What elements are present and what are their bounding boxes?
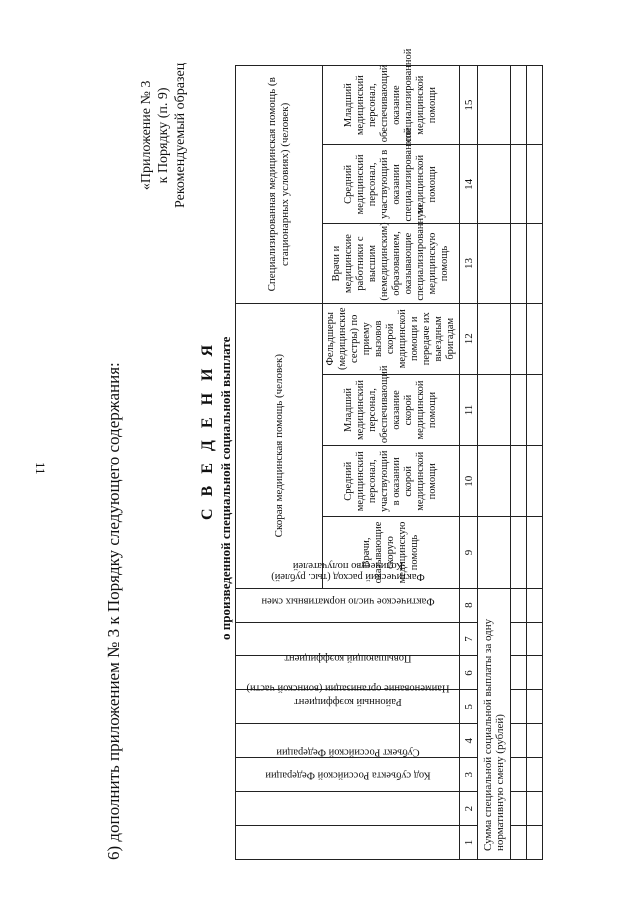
header-regional-coefficient: Районный коэффициент xyxy=(236,724,460,758)
empty-cell xyxy=(527,446,543,517)
sum-cell xyxy=(478,446,511,517)
empty-cell xyxy=(527,224,543,303)
column-number: 8 xyxy=(460,588,478,622)
header-shifts: Фактическое число нормативных смен xyxy=(236,656,460,690)
report-table-wrapper xyxy=(235,48,595,860)
empty-cell xyxy=(511,622,527,656)
report-table xyxy=(235,48,543,860)
empty-cell xyxy=(511,446,527,517)
subheader-specialized-junior-staff: Младший медицинский персонал, обеспечивающий оказание специализированной медицинской помощи xyxy=(323,66,460,145)
column-number: 1 xyxy=(460,826,478,860)
empty-cell xyxy=(527,588,543,622)
sum-row-label: Сумма специальной социальной выплаты за одну нормативную смену (рублей) xyxy=(478,588,511,859)
empty-cell xyxy=(511,303,527,374)
empty-row xyxy=(527,66,543,860)
column-number: 7 xyxy=(460,622,478,656)
header-region-code: Код субъекта Российской Федерации xyxy=(236,826,460,860)
subheader-ambulance-mid-staff: Средний медицинский персонал, участвующий в оказании скорой медицинской помощи xyxy=(323,446,460,517)
header-recipients: Количество получателей xyxy=(236,588,460,622)
header-group-specialized: Специализированная медицинская помощь (в стационарных условиях) (человек) xyxy=(236,66,323,304)
header-increasing-coefficient: Повышающий коэффициент xyxy=(236,690,460,724)
empty-cell xyxy=(527,517,543,588)
empty-cell xyxy=(527,66,543,145)
column-number: 2 xyxy=(460,792,478,826)
subheader-specialized-mid-staff: Средний медицинский персонал, участвующий в оказании специализированной медицинской помощи xyxy=(323,145,460,224)
column-number: 10 xyxy=(460,446,478,517)
sum-cell xyxy=(478,374,511,445)
header-group-ambulance: Скорая медицинская помощь (человек) xyxy=(236,303,323,588)
page-number: 11 xyxy=(33,462,48,475)
appendix-label xyxy=(138,63,189,208)
column-number: 14 xyxy=(460,145,478,224)
column-number: 5 xyxy=(460,690,478,724)
column-number: 12 xyxy=(460,303,478,374)
column-number: 6 xyxy=(460,656,478,690)
empty-cell xyxy=(511,792,527,826)
column-number: 11 xyxy=(460,374,478,445)
appendix-line-1: «Приложение № 3 xyxy=(139,80,154,191)
sum-cell xyxy=(478,303,511,374)
empty-cell xyxy=(527,724,543,758)
empty-cell xyxy=(511,374,527,445)
empty-cell xyxy=(511,656,527,690)
empty-cell xyxy=(527,303,543,374)
subheader-ambulance-doctors: Врачи, оказывающие скорую медицинскую помощь xyxy=(323,517,460,588)
sum-cell xyxy=(478,145,511,224)
appendix-line-2: к Порядку (п. 9) xyxy=(156,87,171,184)
empty-cell xyxy=(527,145,543,224)
column-number: 13 xyxy=(460,224,478,303)
empty-cell xyxy=(527,826,543,860)
header-organization: Наименование организации (воинской части) xyxy=(236,758,460,792)
document-title: С В Е Д Е Н И Я xyxy=(199,340,216,520)
empty-cell xyxy=(527,690,543,724)
sum-cell xyxy=(478,66,511,145)
empty-cell xyxy=(527,374,543,445)
empty-cell xyxy=(511,724,527,758)
empty-row xyxy=(511,66,527,860)
empty-cell xyxy=(511,517,527,588)
empty-cell xyxy=(527,758,543,792)
header-expenses: Фактический расход (тыс. рублей) xyxy=(236,622,460,656)
column-number: 3 xyxy=(460,758,478,792)
empty-cell xyxy=(511,66,527,145)
empty-cell xyxy=(511,690,527,724)
header-region: Субъект Российской Федерации xyxy=(236,792,460,826)
column-number-row xyxy=(460,66,478,860)
column-number: 9 xyxy=(460,517,478,588)
sum-cell xyxy=(478,224,511,303)
appendix-line-3: Рекомендуемый образец xyxy=(173,62,188,208)
column-number: 4 xyxy=(460,724,478,758)
empty-cell xyxy=(511,826,527,860)
subheader-ambulance-dispatchers: Фельдшеры (медицинские сестры) по приему вызовов скорой медицинской помощи и передаче их выездным бригадам xyxy=(323,303,460,374)
column-number: 15 xyxy=(460,66,478,145)
intro-text: 6) дополнить приложением № 3 к Порядку следующего содержания: xyxy=(104,362,123,860)
document-subtitle: о произведенной специальной социальной выплате xyxy=(218,336,233,640)
empty-cell xyxy=(511,758,527,792)
empty-cell xyxy=(527,622,543,656)
empty-cell xyxy=(511,224,527,303)
subheader-ambulance-junior-staff: Младший медицинский персонал, обеспечивающий оказание скорой медицинской помощи xyxy=(323,374,460,445)
sum-row xyxy=(478,66,511,860)
empty-cell xyxy=(527,792,543,826)
empty-cell xyxy=(527,656,543,690)
empty-cell xyxy=(511,145,527,224)
sum-cell xyxy=(478,517,511,588)
empty-cell xyxy=(511,588,527,622)
subheader-specialized-doctors: Врачи и медицинские работники с высшим (немедицинским) образованием, оказывающие специализированную медицинскую помощь xyxy=(323,224,460,303)
